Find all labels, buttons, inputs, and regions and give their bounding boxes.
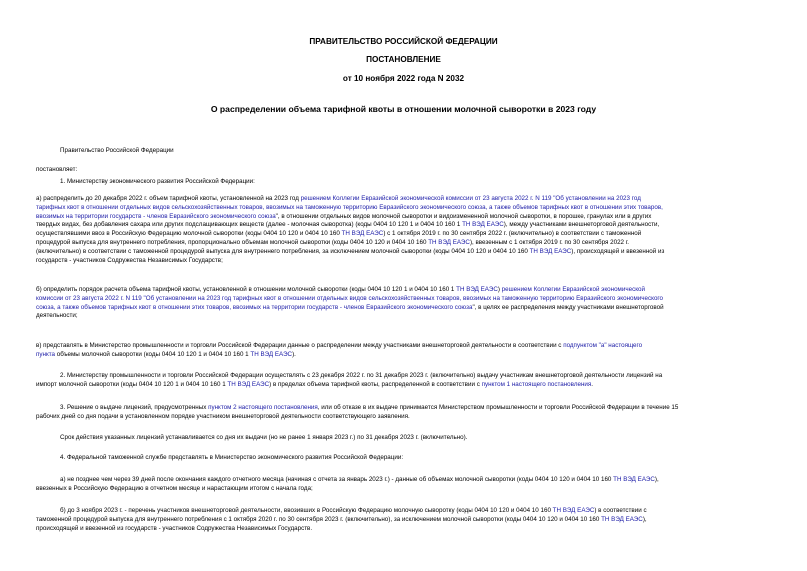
- link-tn-ved[interactable]: ТН ВЭД ЕАЭС: [456, 286, 498, 293]
- government-heading: ПРАВИТЕЛЬСТВО РОССИЙСКОЙ ФЕДЕРАЦИИ: [309, 37, 498, 46]
- intro-resolves: постановляет:: [36, 166, 78, 173]
- section-1-heading: 1. Министерству экономического развития Российской Федерации:: [60, 178, 255, 185]
- paragraph-2: 2. Министерству промышленности и торговли Российской Федерации осуществлять с 23 декабря 2022 г. по 31 декабря 2023 г. (включительно) выдачу участникам внешнеторговой деятельности лицензий на импорт молочной сыворотки (коды 0404 10 120 1 и 0404 10 160 1 ТН ВЭД ЕАЭС) в пределах объема тарифной квоты, распределенной в соответствии с пунктом 1 настоящего постановления.: [36, 372, 663, 388]
- link-tn-ved[interactable]: ТН ВЭД ЕАЭС: [428, 238, 470, 246]
- link-subparagraph-a[interactable]: подпунктом "а" настоящего: [563, 342, 643, 349]
- paragraph-1c: в) представлять в Министерство промышленности и торговли Российской Федерации данные о распределении между участниками внешнеторговой деятельности в соответствии с подпунктом "а" настоящего пункта объемы молочной сыворотки (коды 0404 10 120 1 и 0404 10 160 1 ТН ВЭД ЕАЭС).: [36, 342, 643, 358]
- link-decision-119[interactable]: тарифных квот в отношении отдельных видов сельскохозяйственных товаров, ввозимых на таможенную территорию Евразийского экономического союза, а также объемов тарифных квот в отношении этих товаров,: [36, 203, 663, 211]
- link-tn-ved[interactable]: ТН ВЭД ЕАЭС: [529, 247, 572, 255]
- paragraph-3: 3. Решение о выдаче лицензий, предусмотренных пунктом 2 настоящего постановления, или об отказе в их выдаче принимается Министерством промышленности и торговли Российской Федерации в течение 15 рабочих дней со дня подачи в установленном порядке участником внешнеторговой деятельности соответствующего заявления.: [36, 404, 679, 420]
- date-number-heading: от 10 ноября 2022 года N 2032: [342, 74, 465, 83]
- paragraph-4b: б) до 3 ноября 2023 г. - перечень участников внешнеторговой деятельности, ввозивших в Российскую Федерацию молочную сыворотку (коды 0404 10 120 и 0404 10 160 ТН ВЭД ЕАЭС) в соответствии с таможенной процедурой выпуска для внутреннего потребления с 1 октября 2020 г. по 30 сентября 2023 г. (включительно), за исключением молочной сыворотки (коды 0404 10 120 и 0404 10 160 ТН ВЭД ЕАЭС), происходящей и ввезенной из государств - участников Содружества Независимых Государств.: [36, 507, 647, 532]
- link-decision-119[interactable]: комиссии от 23 августа 2022 г. N 119 "Об установлении на 2023 год тарифных квот в отношении отдельных видов сельскохозяйственных товаров, ввозимых на таможенную территорию Евразийского экономического: [36, 294, 664, 302]
- link-tn-ved[interactable]: ТН ВЭД ЕАЭС: [227, 380, 270, 388]
- paragraph-1b: б) определить порядок расчета объема тарифной квоты, установленной в отношении молочной сыворотки (коды 0404 10 120 1 и 0404 10 160 1 ТН ВЭД ЕАЭС) решением Коллегии Евразийской экономической комиссии от 23 августа 2022 г. N 119 "Об установлении на 2023 год тарифных квот в отношении отдельных видов сельскохозяйственных товаров, ввозимых на таможенную территорию Евразийского экономического союза, а также объемов тарифных квот в отношении этих товаров, ввозимых на территории государств - членов Евразийского экономического союза", в целях ее распределения между участниками внешнеторговой деятельности;: [36, 286, 664, 320]
- link-subparagraph-a[interactable]: пункта: [36, 350, 56, 358]
- link-decision-119[interactable]: решением Коллегии Евразийской экономической комиссии от 23 августа 2022 г. N 119 "Об установлении на 2023 год: [300, 195, 641, 202]
- link-tn-ved[interactable]: ТН ВЭД ЕАЭС: [613, 476, 655, 483]
- link-tn-ved[interactable]: ТН ВЭД ЕАЭС: [462, 221, 504, 229]
- paragraph-3-validity: Срок действия указанных лицензий устанавливается со дня их выдачи (но не ранее 1 января 2023 г.) по 31 декабря 2023 г. (включительно).: [60, 434, 468, 441]
- link-tn-ved[interactable]: ТН ВЭД ЕАЭС: [250, 350, 293, 358]
- paragraph-1a: а) распределить до 20 декабря 2022 г. объем тарифной квоты, установленной на 2023 год решением Коллегии Евразийской экономической комиссии от 23 августа 2022 г. N 119 "Об установлении на 2023 год тарифных квот в отношении отдельных видов сельскохозяйственных товаров, ввозимых на таможенную территорию Евразийского экономического союза, а также объемов тарифных квот в отношении этих товаров, ввозимых на территории государств - членов Евразийского экономического союза", в отношении отдельных видов молочной сыворотки и видоизмененной молочной сыворотки, в порошке, гранулах или в других твердых видах, без добавления сахара или других подслащивающих веществ (далее - молочная сыворотка) (коды 0404 10 120 1 и 0404 10 160 1 ТН ВЭД ЕАЭС), между участниками внешнеторговой деятельности, осуществлявшими ввоз в Российскую Федерацию молочной сыворотки (коды 0404 10 120 и 0404 10 160 ТН ВЭД ЕАЭС) с 1 октября 2019 г. по 30 сентября 2022 г. (включительно) в соответствии с таможенной процедурой выпуска для внутреннего потребления, пропорционально объемам молочной сыворотки (коды 0404 10 120 и 0404 10 160 ТН ВЭД ЕАЭС), ввезенным с 1 октября 2019 г. по 30 сентября 2022 г. (включительно) в соответствии с таможенной процедурой выпуска для внутреннего потребления, за исключением молочной сыворотки (коды 0404 10 120 и 0404 10 160 ТН ВЭД ЕАЭС), происходящей и ввезенной из государств - участников Содружества Независимых Государств;: [36, 195, 665, 264]
- intro-government: Правительство Российской Федерации: [60, 147, 174, 154]
- link-decision-119[interactable]: решением Коллегии Евразийской экономической: [501, 286, 645, 293]
- document-type-heading: ПОСТАНОВЛЕНИЕ: [366, 55, 441, 64]
- link-paragraph-1[interactable]: пунктом 1 настоящего постановления: [481, 380, 592, 388]
- section-4-heading: 4. Федеральной таможенной службе представлять в Министерство экономического развития Российской Федерации:: [60, 454, 404, 461]
- paragraph-4a: а) не позднее чем через 39 дней после окончания каждого отчетного месяца (начиная с отчета за январь 2023 г.) - данные об объемах молочной сыворотки (коды 0404 10 120 и 0404 10 160 ТН ВЭД ЕАЭС), ввезенных в Российскую Федерацию в отчетном месяце и нарастающим итогом с начала года;: [36, 476, 659, 492]
- link-tn-ved[interactable]: ТН ВЭД ЕАЭС: [341, 230, 384, 238]
- link-tn-ved[interactable]: ТН ВЭД ЕАЭС: [601, 515, 643, 523]
- link-decision-119[interactable]: союза, а также объемов тарифных квот в отношении этих товаров, ввозимых на территории государств - членов Евразийского экономического союза: [36, 303, 473, 311]
- link-paragraph-2[interactable]: пунктом 2 настоящего постановления: [208, 404, 318, 411]
- document-title: О распределении объема тарифной квоты в отношении молочной сыворотки в 2023 году: [210, 104, 597, 114]
- link-tn-ved[interactable]: ТН ВЭД ЕАЭС: [552, 507, 595, 514]
- link-decision-119[interactable]: ввозимых на территории государств - членов Евразийского экономического союза: [36, 212, 276, 220]
